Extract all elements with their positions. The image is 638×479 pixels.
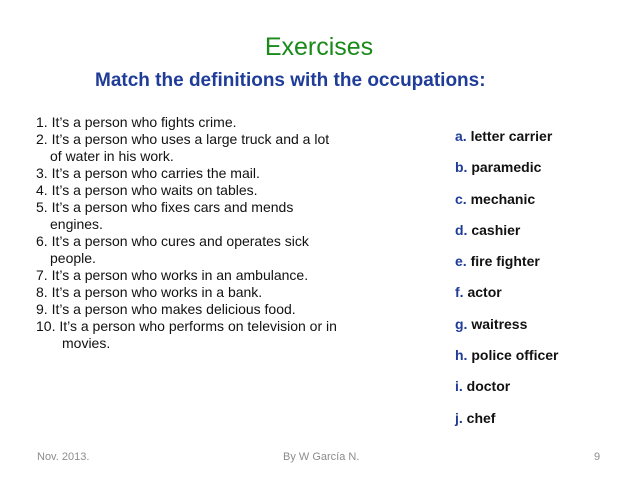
occupation-letter: j. [455,409,463,426]
occupations-list [455,121,558,434]
occupation-item [455,246,558,277]
definition-line: 2. It’s a person who uses a large truck and a lot [36,131,330,147]
occupation-letter: d. [455,221,468,238]
occupation-letter: c. [455,190,467,207]
occupation-label: fire fighter [470,253,540,270]
definition-line: 1. It’s a person who fights crime. [36,114,237,130]
definition-line: 3. It’s a person who carries the mail. [36,165,260,181]
occupation-item [455,121,558,152]
occupation-label: mechanic [470,190,536,207]
occupation-label: letter carrier [470,128,553,144]
definition-line: movies. [62,335,111,351]
definition-line: 7. It’s a person who works in an ambulance. [36,267,309,283]
occupation-label: police officer [471,347,559,364]
occupation-label: chef [466,409,496,426]
occupation-item [455,215,558,246]
footer-author: By W García N. [283,451,360,463]
occupation-letter: e. [455,253,467,270]
occupation-item [455,403,558,434]
occupation-letter: f. [455,284,464,301]
definition-line: people. [50,250,96,266]
page-number: 9 [594,451,601,463]
instructions: Match the definitions with the occupations: [95,70,486,91]
occupation-letter: a. [455,128,467,144]
occupation-label: paramedic [471,159,542,176]
definition-line: 9. It’s a person who makes delicious food. [36,301,296,317]
footer-date: Nov. 2013. [37,451,90,463]
definition-line: engines. [50,216,103,232]
occupation-label: doctor [466,378,511,395]
definitions-list [36,114,416,352]
occupation-item [455,152,558,183]
occupation-label: actor [467,284,502,301]
occupation-item [455,184,558,215]
occupation-letter: i. [455,378,463,395]
occupation-item [455,277,558,308]
occupation-letter: b. [455,159,468,176]
occupation-item [455,371,558,402]
occupation-label: cashier [471,221,521,238]
occupation-item [455,340,558,371]
definition-line: 6. It’s a person who cures and operates sick [36,233,309,249]
definition-line: 5. It’s a person who fixes cars and mends [36,199,294,215]
occupation-letter: g. [455,315,468,332]
occupation-letter: h. [455,347,468,364]
definition-line: of water in his work. [50,148,174,164]
occupation-item [455,309,558,340]
definition-line: 8. It’s a person who works in a bank. [36,284,263,300]
occupation-label: waitress [471,315,528,332]
definition-line: 10. It’s a person who performs on television or in [36,318,337,334]
slide-title: Exercises [264,33,374,61]
definition-line: 4. It’s a person who waits on tables. [36,182,258,198]
